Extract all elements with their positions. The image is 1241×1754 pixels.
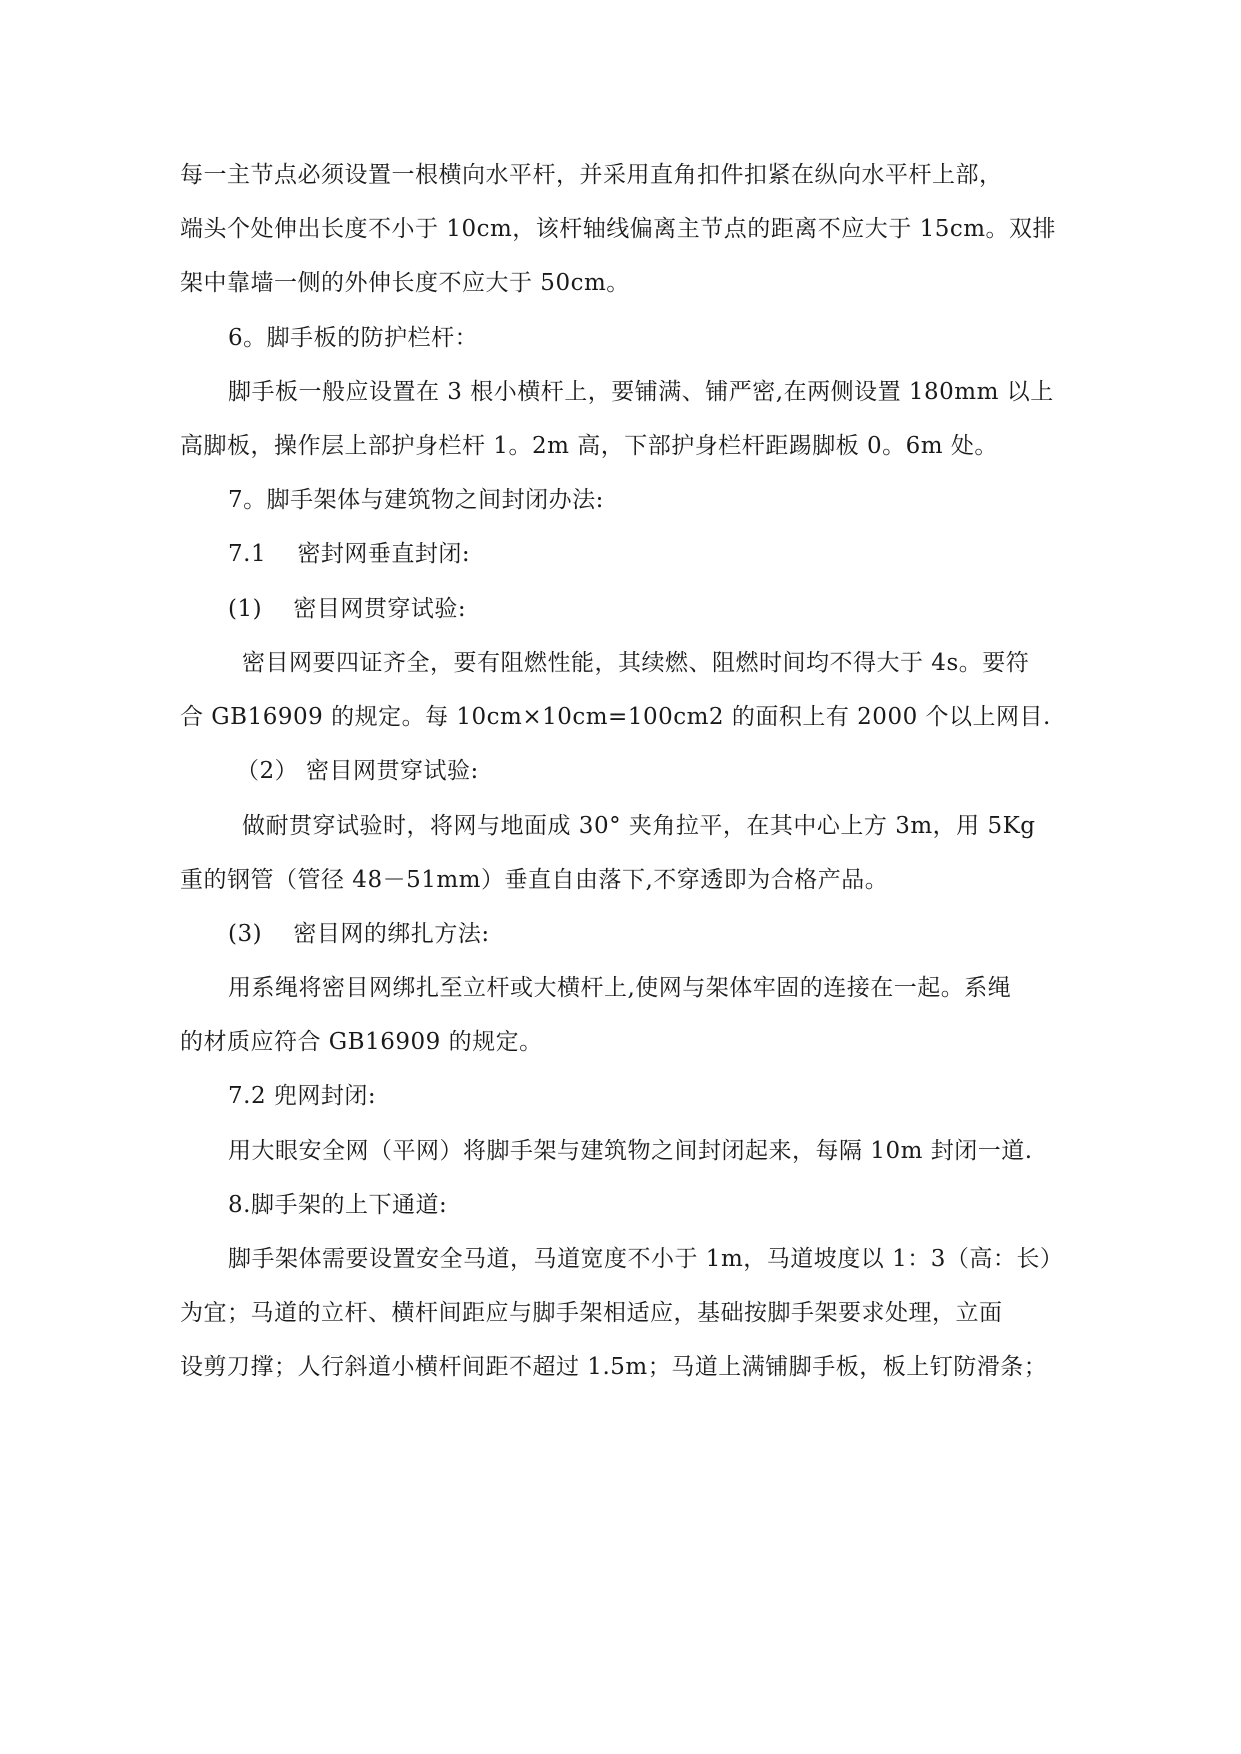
text-line: 合 GB16909 的规定。每 10cm×10cm=100cm2 的面积上有 2000 个以上网目. <box>180 704 1051 730</box>
text-line: 脚手板一般应设置在 3 根小横杆上，要铺满、铺严密,在两侧设置 180mm 以上 <box>228 379 1054 405</box>
text-line: 高脚板，操作层上部护身栏杆 1。2m 高，下部护身栏杆距踢脚板 0。6m 处。 <box>180 433 998 459</box>
text-line: 为宜；马道的立杆、横杆间距应与脚手架相适应，基础按脚手架要求处理，立面 <box>180 1300 1003 1326</box>
text-line: 每一主节点必须设置一根横向水平杆，并采用直角扣件扣紧在纵向水平杆上部， <box>180 162 1003 188</box>
item-heading: (3) 密目网的绑扎方法: <box>228 921 490 947</box>
text-line: 架中靠墙一侧的外伸长度不应大于 50cm。 <box>180 270 630 296</box>
text-line: 用大眼安全网（平网）将脚手架与建筑物之间封闭起来，每隔 10m 封闭一道. <box>228 1138 1033 1164</box>
item-heading: (1) 密目网贯穿试验: <box>228 596 467 622</box>
text-line: 密目网要四证齐全，要有阻燃性能，其续燃、阻燃时间均不得大于 4s。要符 <box>242 650 1030 676</box>
subsection-heading: 7.1 密封网垂直封闭: <box>228 541 471 567</box>
text-line: 端头个处伸出长度不小于 10cm，该杆轴线偏离主节点的距离不应大于 15cm。双排 <box>180 216 1057 242</box>
item-heading: （2） 密目网贯穿试验: <box>236 758 479 784</box>
text-line: 脚手架体需要设置安全马道，马道宽度不小于 1m，马道坡度以 1：3（高：长） <box>228 1246 1064 1272</box>
text-line: 重的钢管（管径 48－51mm）垂直自由落下,不穿透即为合格产品。 <box>180 867 889 893</box>
section-heading: 6。脚手板的防护栏杆： <box>228 325 479 351</box>
section-heading: 7。脚手架体与建筑物之间封闭办法: <box>228 487 604 513</box>
text-line: 用系绳将密目网绑扎至立杆或大横杆上,使网与架体牢固的连接在一起。系绳 <box>228 975 1012 1001</box>
text-line: 做耐贯穿试验时，将网与地面成 30° 夹角拉平，在其中心上方 3m，用 5Kg <box>242 813 1036 839</box>
text-line: 的材质应符合 GB16909 的规定。 <box>180 1029 543 1055</box>
subsection-heading: 7.2 兜网封闭: <box>228 1083 377 1109</box>
section-heading: 8.脚手架的上下通道: <box>228 1192 448 1218</box>
text-line: 设剪刀撑；人行斜道小横杆间距不超过 1.5m；马道上满铺脚手板，板上钉防滑条； <box>180 1354 1048 1380</box>
